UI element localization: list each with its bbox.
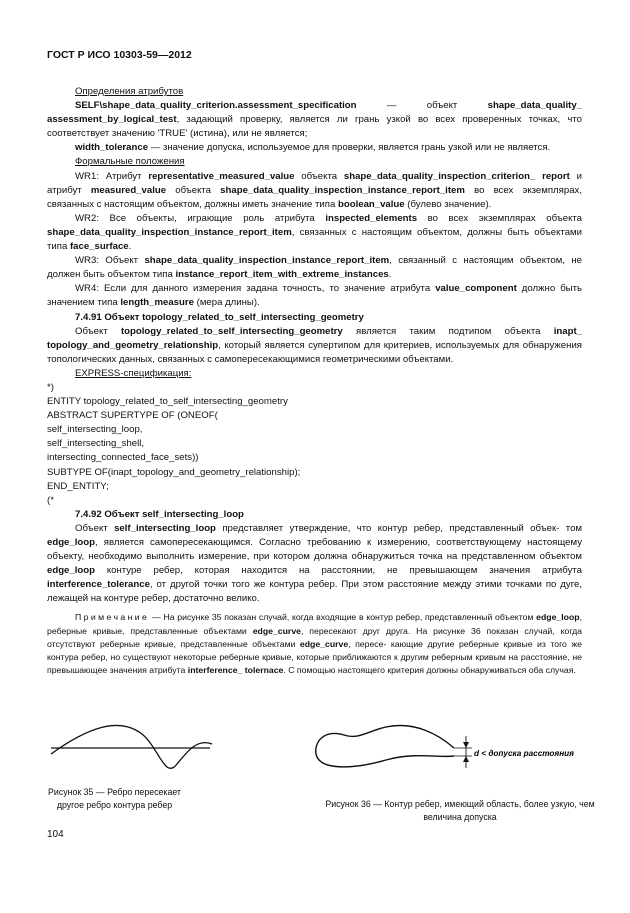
definition-assessment-specification: SELF\shape_data_quality_criterion.assessment_specification — объект shape_data_quality_ assessment_by_logical_test, задающий проверку, является ли грань узкой во всех проверенных точках, что соответствует значению 'TRUE' (истина), или не является; [47,100,582,140]
definition-width-tolerance: width_tolerance — значение допуска, используемое для проверки, является грань узкой или не является. [75,142,551,154]
code-line: END_ENTITY; [47,480,109,492]
code-line: self_intersecting_loop, [47,424,143,436]
figure-35-caption: Рисунок 35 — Ребро пересекает другое ребро контура ребер [48,787,181,810]
rule-wr3: WR3: Объект shape_data_quality_inspection_instance_report_item, связанный с настоящим объектом, не должен быть объектом типа instance_report_item_with_extreme_instances. [47,255,582,281]
figure-36-illustration [306,718,591,780]
code-line: self_intersecting_shell, [47,438,145,450]
rule-wr1: WR1: Атрибут representative_measured_value объекта shape_data_quality_inspection_criterion_ report и атрибут measured_value объекта shape_data_quality_inspection_instance_report_item во всех экземплярах, связанных с настоящим объектом, должны иметь значение типа boolean_value (булево значение). [47,170,582,210]
fig36-arrow-up [463,756,469,762]
attribute-definitions-heading: Определения атрибутов [75,86,184,97]
formal-propositions-heading: Формальные положения [75,156,185,168]
code-line: SUBTYPE OF(inapt_topology_and_geometry_relationship); [47,466,301,478]
code-line: *) [47,381,54,393]
code-line: ENTITY topology_related_to_self_intersecting_geometry [47,396,288,408]
section-7-4-92-title: 7.4.92 Объект self_intersecting_loop [75,508,244,520]
figure-36-caption: Рисунок 36 — Контур ребер, имеющий область, более узкую, чем величина допуска [325,799,595,822]
section-7-4-92-paragraph: Объект self_intersecting_loop представляет утверждение, что контур ребер, представленный объек- том edge_loop, является самопересекающимся. Согласно требованию к измерению, соответствующему настоящему объекту, необходимо выполнить измерение, при котором должна обнаружиться точка на представленном объектом edge_loop контуре ребер, которая находится на расстоянии, не превышающем значения атрибута interference_tolerance, от другой точки того же контура ребер. При этом расстояние между этими точками по дуге, лежащей на контуре ребер, достаточно велико. [47,522,583,605]
page-number: 104 [47,829,64,840]
fig35-edge-curve [51,725,212,768]
note-label: Примечание [75,612,150,623]
note-paragraph: Примечание — На рисунке 35 показан случай, когда входящие в контур ребер, представленный объектом edge_loop, реберные кривые, представленные объектами edge_curve, пересекают друг друга. На рисунке 36 показан случай, когда отсутствуют реберные кривые, представленные объектами edge_curve, пересе- кающие другие реберные кривые из того же контура ребер, но существуют некоторые реберные кривые, которые приближаются к другим реберным кривым на расстояние, не превышающее значения атрибута interference_ tolernace. С помощью настоящего критерия должны обнаруживаться оба случая. [47,612,583,676]
document-header: ГОСТ Р ИСО 10303-59—2012 [47,49,192,61]
fig36-arrow-down [463,742,469,748]
fig36-distance-label: d < допуска расстояния [474,749,575,758]
code-line: intersecting_connected_face_sets)) [47,452,199,464]
section-7-4-91-paragraph: Объект topology_related_to_self_intersecting_geometry является таким подтипом объекта inapt_ topology_and_geometry_relationship, который является супертипом для критериев, используемых для обнаружения топологических данных, связанных с самопересекающимися геометрическими объектами. [47,325,582,365]
code-line: (* [47,494,54,506]
express-spec-heading: EXPRESS-спецификация: [75,367,192,379]
rule-wr4: WR4: Если для данного измерения задана точность, то значение атрибута value_component должно быть значением типа length_measure (мера длины). [47,283,582,309]
section-7-4-91-title: 7.4.91 Объект topology_related_to_self_intersecting_geometry [75,311,364,323]
code-line: ABSTRACT SUPERTYPE OF (ONEOF( [47,410,218,422]
figure-35-illustration [47,718,217,780]
rule-wr2: WR2: Все объекты, играющие роль атрибута inspected_elements во всех экземплярах объекта shape_data_quality_inspection_instance_report_item, связанных с настоящим объектом, должны быть объектами типа face_surface. [47,212,583,253]
document-body [47,85,582,677]
fig36-loop-curve [316,725,454,766]
express-code-block [47,381,582,508]
